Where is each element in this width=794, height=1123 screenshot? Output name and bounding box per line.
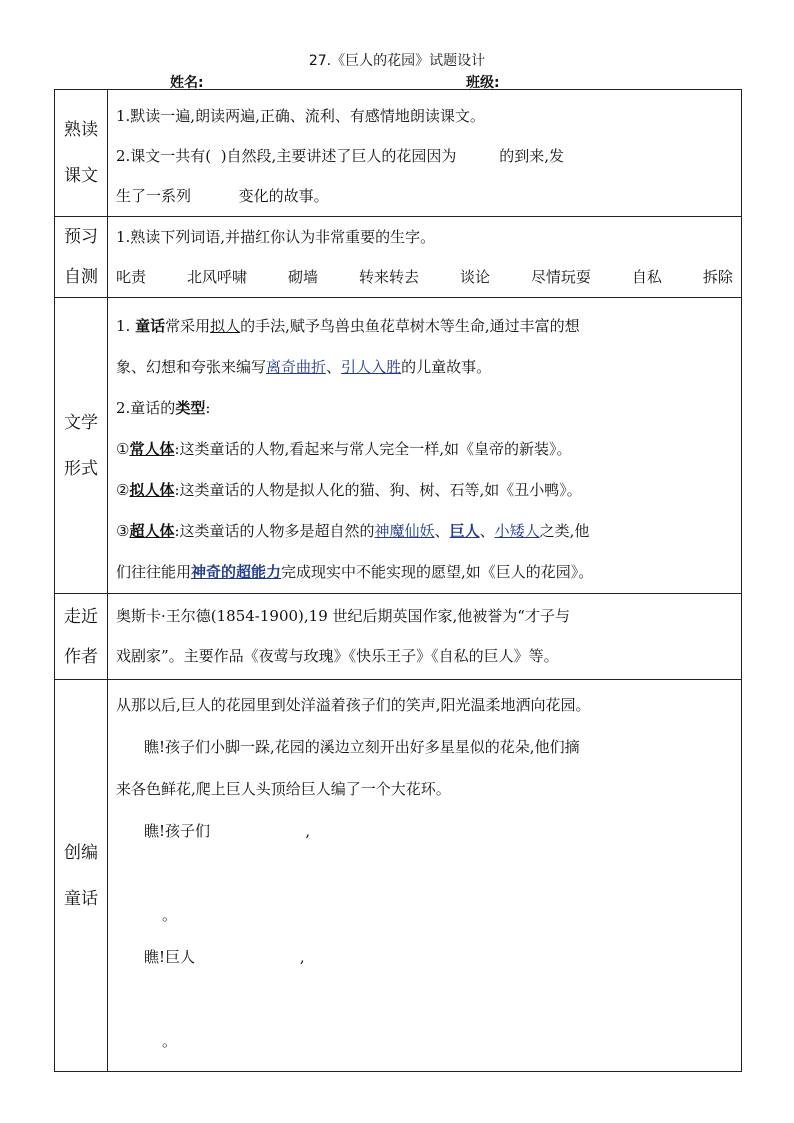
reading-line-2: 2.课文一共有( )自然段,主要讲述了巨人的花园因为 的到来,发 [116,147,565,165]
word-item: 叱责 [116,268,147,286]
row-label-reading [55,90,108,217]
create-line-6: 瞧!巨人 , [144,948,305,966]
text-run: :这类童话的人物多是超自然的 [174,522,375,540]
literary-line-3 [116,388,735,429]
page-title: 27.《巨人的花园》试题设计 [308,53,486,69]
literary-line-6 [116,511,735,552]
text-run: 完成现实中不能实现的愿望,如《巨人的花园》。 [281,563,594,581]
keyword: 类型 [175,399,206,417]
literary-line-5 [116,470,735,511]
literary-line-1 [116,306,735,347]
word-item: 自私 [631,268,662,286]
literary-line-2 [116,347,735,388]
preview-line-1: 1.熟读下列词语,并描红你认为非常重要的生字。 [116,228,436,246]
word-item: 北风呼啸 [186,268,247,286]
word-item: 转来转去 [358,268,419,286]
text-run: 的手法,赋予鸟兽虫鱼花草树木等生命,通过丰富的想 [240,317,580,335]
underlined-term: 神奇的超能力 [191,563,282,581]
create-line-3: 来各色鲜花,爬上巨人头顶给巨人编了一个大花环。 [116,780,451,798]
underlined-term: 小矮人 [494,522,540,540]
text-run: :这类童话的人物是拟人化的猫、狗、树、石等,如《丑小鸭》。 [174,481,582,499]
label-line: 形式 [64,458,98,479]
text-run: 之类,他 [539,522,590,540]
reading-line-3: 生了一系列 变化的故事。 [116,187,329,205]
underlined-term: 引人入胜 [341,358,402,376]
underlined-term: 神魔仙妖 [374,522,435,540]
underlined-term: 巨人 [449,522,480,540]
row-label-create [55,680,108,1072]
create-content [108,680,742,1072]
word-item: 拆除 [702,268,733,286]
text-run: 、 [479,522,495,540]
reading-content [108,90,742,217]
label-line: 文学 [64,412,98,433]
word-list [116,257,735,297]
row-reading [55,90,742,217]
keyword: 童话 [135,317,166,335]
text-run: 的儿童故事。 [401,358,492,376]
row-create [55,680,742,1072]
text-run: 常采用 [165,317,211,335]
text-run: ① [116,440,130,458]
text-run: ③ [116,522,130,540]
underlined-term: 拟人 [210,317,241,335]
text-run: 们往往能用 [116,563,192,581]
label-line: 熟读 [64,120,98,140]
row-label-preview [55,217,108,298]
text-run: :这类童话的人物,看起来与常人完全一样,如《皇帝的新装》。 [174,440,572,458]
text-run: 、 [434,522,450,540]
label-line: 课文 [64,166,98,186]
author-content [108,594,742,680]
underlined-term: 离奇曲折 [266,358,327,376]
keyword: 常人体 [129,440,175,458]
text-run: ② [116,481,130,499]
text-run: 、 [326,358,342,376]
row-preview [55,217,742,298]
text-run: 2.童话的 [116,399,176,417]
word-item: 砌墙 [287,268,318,286]
row-label-author [55,594,108,680]
literary-line-7 [116,552,735,593]
keyword: 拟人体 [129,481,175,499]
create-line-7: 。 [162,1032,178,1050]
label-line: 作者 [64,646,98,667]
worksheet-table [54,89,742,1072]
blank-line [116,978,735,1020]
label-line: 童话 [64,888,98,909]
text-run: 1. [116,317,136,335]
literary-line-4 [116,429,735,470]
label-line: 走近 [64,606,98,627]
reading-line-1: 1.默读一遍,朗读两遍,正确、流利、有感情地朗读课文。 [116,107,485,125]
text-run: : [205,399,211,417]
row-literary [55,298,742,594]
label-line: 创编 [64,842,98,863]
word-item: 尽情玩耍 [530,268,591,286]
row-label-literary [55,298,108,594]
label-line: 预习 [64,227,98,247]
label-line: 自测 [64,267,98,287]
preview-content [108,217,742,298]
word-item: 谈论 [459,268,490,286]
keyword: 超人体 [129,522,175,540]
text-run: 象、幻想和夸张来编写 [116,358,267,376]
literary-content [108,298,742,594]
author-line-1: 奥斯卡·王尔德(1854-1900),19 世纪后期英国作家,他被誉为“才子与 [116,607,570,625]
blank-line [116,852,735,894]
create-line-4: 瞧!孩子们 , [144,822,311,840]
create-line-1: 从那以后,巨人的花园里到处洋溢着孩子们的笑声,阳光温柔地洒向花园。 [116,696,591,714]
class-label: 班级: [466,75,500,91]
name-label: 姓名: [170,75,204,91]
create-line-2: 瞧!孩子们小脚一跺,花园的溪边立刻开出好多星星似的花朵,他们摘 [144,738,580,756]
author-line-2: 戏剧家”。主要作品《夜莺与玫瑰》《快乐王子》《自私的巨人》等。 [116,647,559,665]
create-line-5: 。 [162,906,178,924]
row-author [55,594,742,680]
